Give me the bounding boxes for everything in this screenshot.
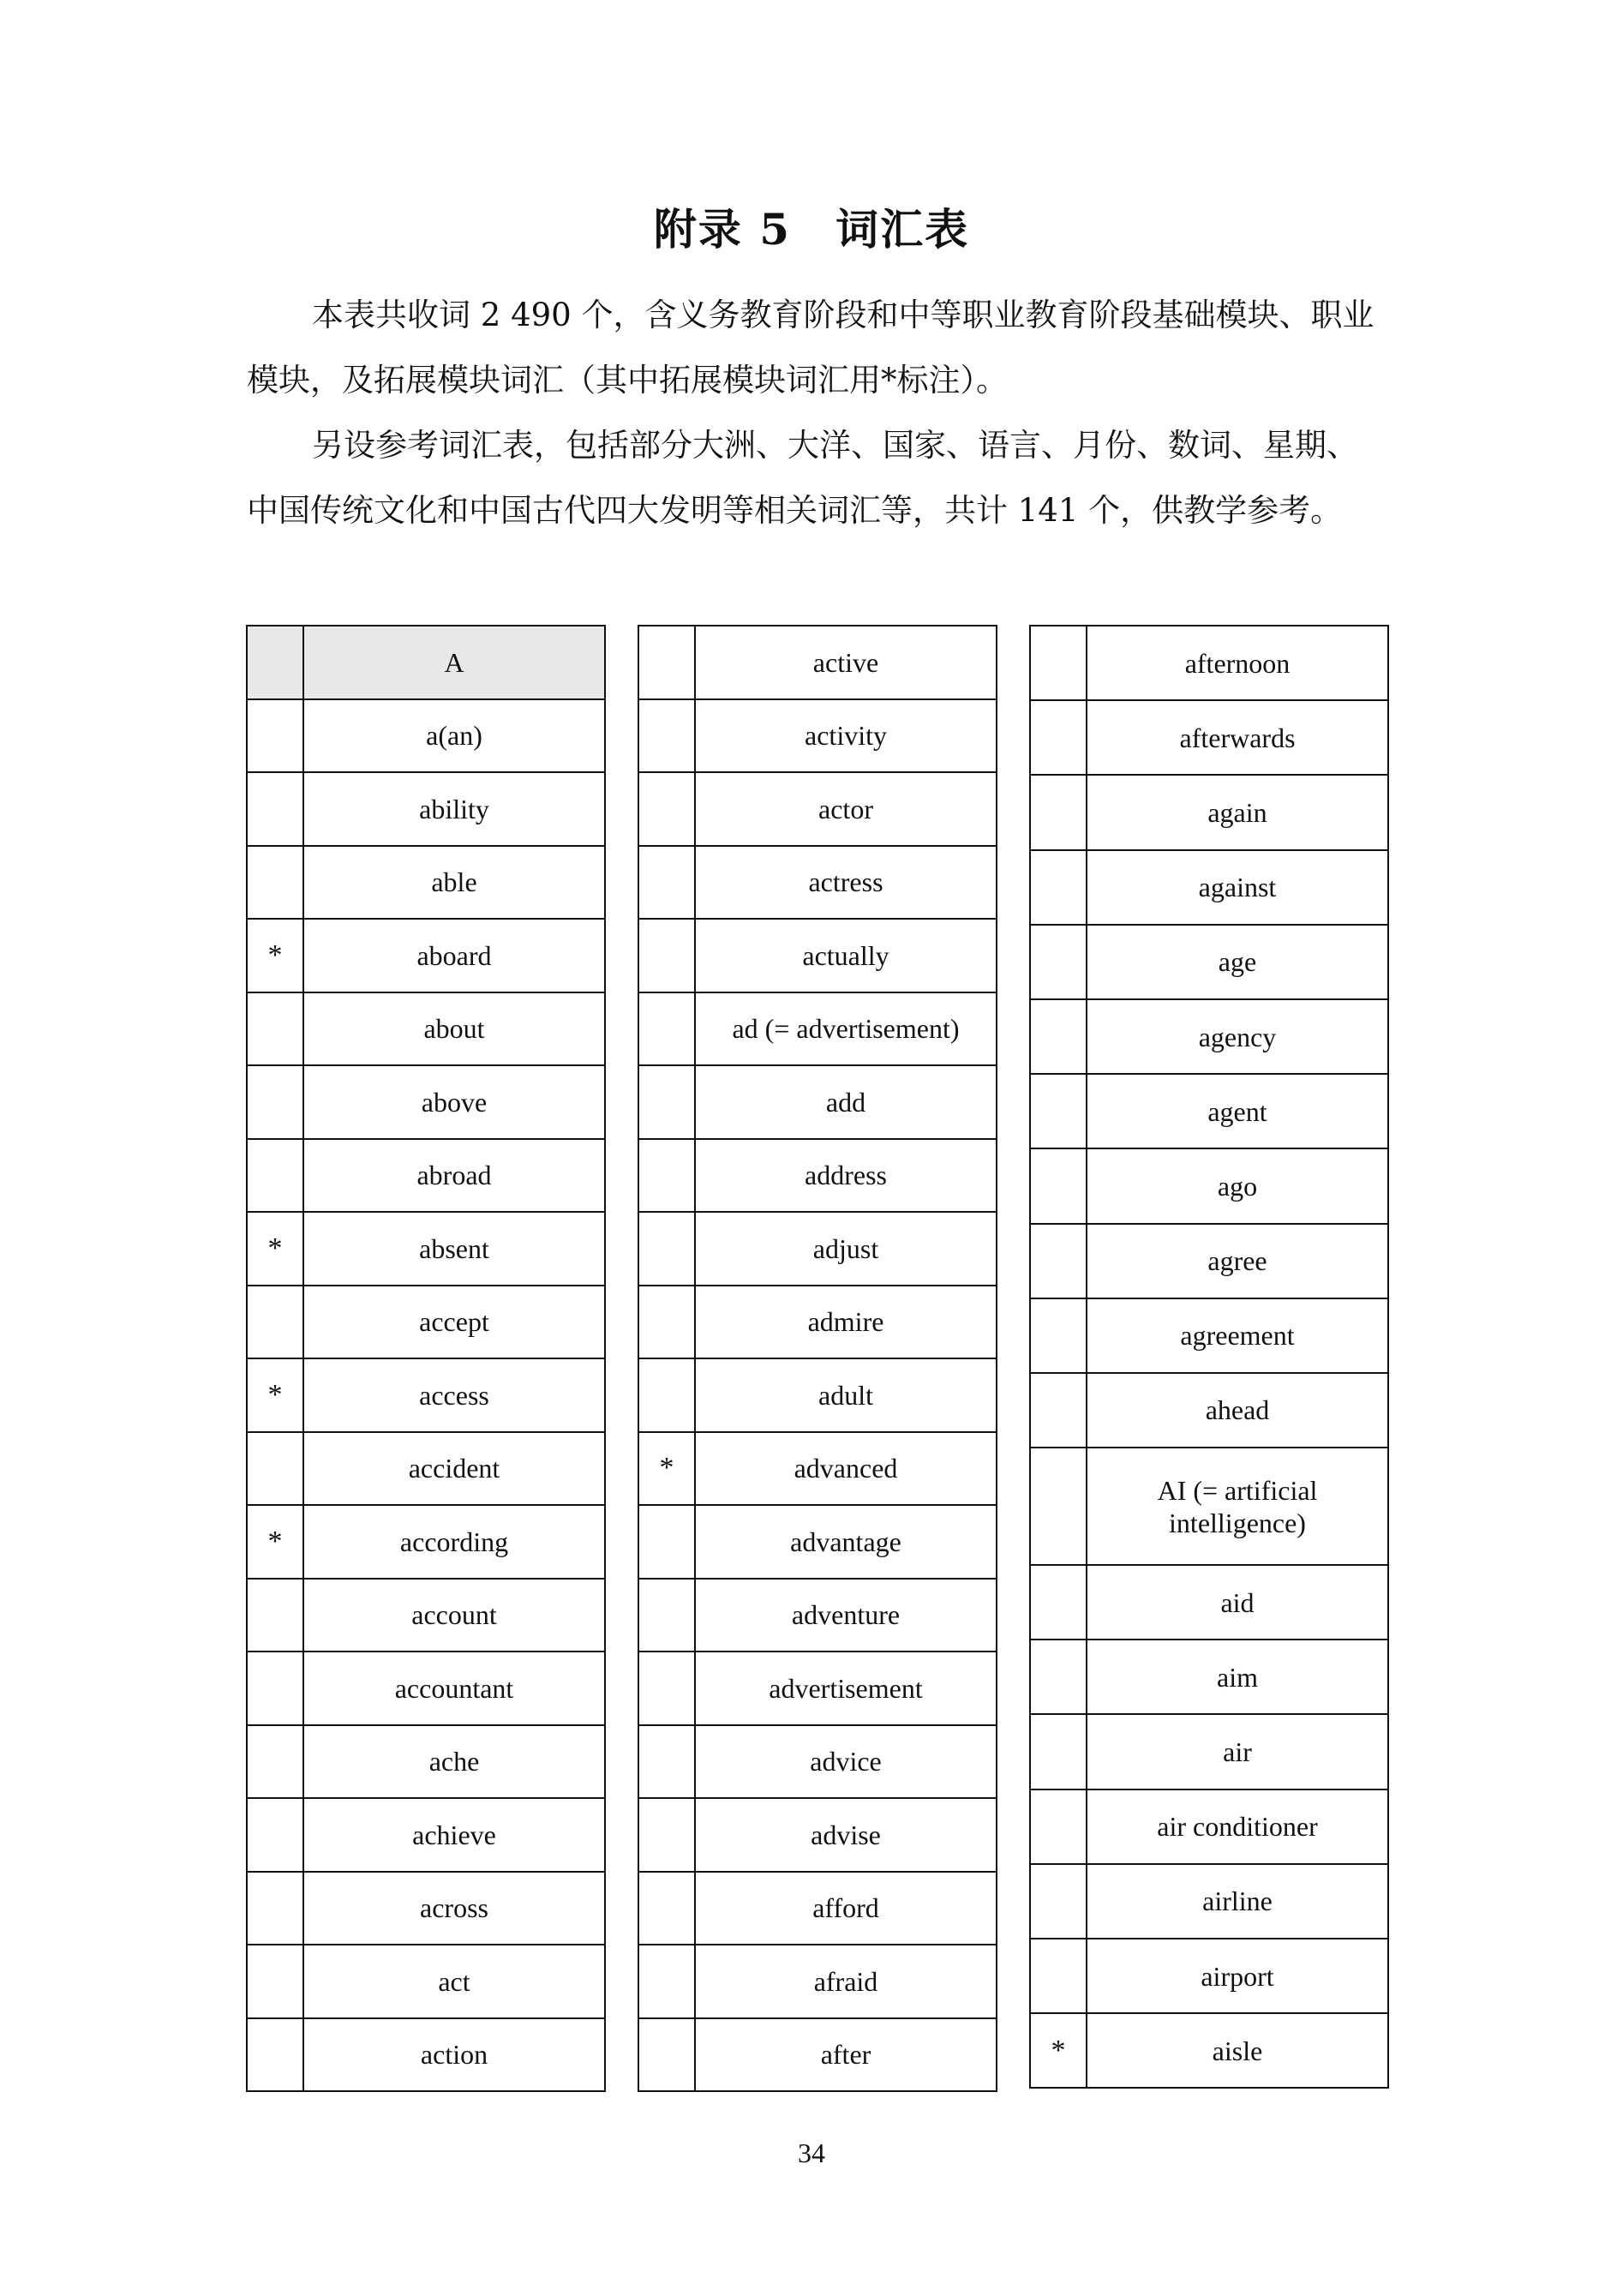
table-row (638, 1065, 997, 1139)
extension-mark-cell (247, 2018, 303, 2092)
table-row (638, 2018, 997, 2092)
table-row (247, 1505, 605, 1579)
extension-mark-cell (638, 1358, 695, 1432)
word-cell: air conditioner (1087, 1789, 1388, 1864)
table-row (1030, 1448, 1388, 1565)
word-cell: AI (= artificial intelligence) (1087, 1448, 1388, 1565)
table-row (638, 1579, 997, 1652)
extension-mark-cell: * (1030, 2013, 1087, 2088)
word-cell: accountant (303, 1652, 605, 1725)
table-row (1030, 626, 1388, 700)
vocabulary-table-1 (246, 625, 606, 2092)
extension-mark-cell (1030, 1565, 1087, 1640)
reference-paragraph: 另设参考词汇表，包括部分大洲、大洋、国家、语言、月份、数词、星期、中国传统文化和中国古代四大发明等相关词汇等，共计 141 个，供教学参考。 (247, 427, 1358, 529)
word-cell: able (303, 846, 605, 920)
table-row (1030, 700, 1388, 775)
table-row (1030, 1864, 1388, 1939)
word-cell: account (303, 1579, 605, 1652)
extension-mark-cell (638, 1872, 695, 1945)
word-cell: airport (1087, 1939, 1388, 2013)
table-row (638, 846, 997, 920)
word-cell: airline (1087, 1864, 1388, 1939)
extension-mark-cell (638, 992, 695, 1066)
word-cell: access (303, 1358, 605, 1432)
extension-mark-cell: * (247, 1505, 303, 1579)
word-cell: a(an) (303, 699, 605, 773)
word-cell: actually (695, 919, 997, 992)
table-row (638, 1505, 997, 1579)
word-cell: adult (695, 1358, 997, 1432)
table-row (247, 1432, 605, 1506)
word-cell: accident (303, 1432, 605, 1506)
table-row (1030, 999, 1388, 1074)
extension-mark-cell (638, 1579, 695, 1652)
table-row (638, 1652, 997, 1725)
extension-mark-cell (1030, 1448, 1087, 1565)
extension-mark-cell (638, 1798, 695, 1872)
word-cell: aid (1087, 1565, 1388, 1640)
table-row (1030, 850, 1388, 925)
extension-mark-cell (247, 846, 303, 920)
word-cell: active (695, 626, 997, 699)
word-cell: agreement (1087, 1298, 1388, 1373)
extension-mark-cell (638, 1212, 695, 1286)
table-row (247, 1872, 605, 1945)
extension-mark-cell (247, 626, 303, 699)
table-row (638, 1139, 997, 1213)
word-cell: afterwards (1087, 700, 1388, 775)
word-cell: ache (303, 1725, 605, 1799)
word-cell: against (1087, 850, 1388, 925)
word-cell: action (303, 2018, 605, 2092)
word-cell: act (303, 1945, 605, 2018)
extension-mark-cell (247, 1579, 303, 1652)
table-row (638, 772, 997, 846)
word-cell: afraid (695, 1945, 997, 2018)
extension-mark-cell (1030, 1640, 1087, 1714)
extension-mark-cell (638, 1286, 695, 1359)
table-row (1030, 775, 1388, 849)
extension-mark-cell (638, 1945, 695, 2018)
word-cell: agree (1087, 1224, 1388, 1298)
extension-mark-cell (638, 1139, 695, 1213)
extension-mark-cell (638, 699, 695, 773)
extension-mark-cell (1030, 850, 1087, 925)
table-row (1030, 1789, 1388, 1864)
extension-mark-cell (638, 1652, 695, 1725)
extension-mark-cell (247, 699, 303, 773)
word-cell: above (303, 1065, 605, 1139)
table-row (638, 1945, 997, 2018)
word-cell: advise (695, 1798, 997, 1872)
table-row (247, 1212, 605, 1286)
table-row (638, 919, 997, 992)
extension-mark-cell (638, 2018, 695, 2092)
table-row (638, 626, 997, 699)
word-cell: afford (695, 1872, 997, 1945)
table-row (1030, 1224, 1388, 1298)
extension-mark-cell (1030, 775, 1087, 849)
table-row (638, 1872, 997, 1945)
table-row (638, 1432, 997, 1506)
word-cell: aboard (303, 919, 605, 992)
extension-mark-cell (1030, 925, 1087, 999)
table-row (247, 1725, 605, 1799)
table-row (638, 992, 997, 1066)
extension-mark-cell (638, 1065, 695, 1139)
word-cell: actor (695, 772, 997, 846)
extension-mark-cell (638, 919, 695, 992)
table-row (247, 1065, 605, 1139)
extension-mark-cell (638, 846, 695, 920)
extension-mark-cell (1030, 1148, 1087, 1223)
word-cell: ago (1087, 1148, 1388, 1223)
word-cell: after (695, 2018, 997, 2092)
table-row (247, 1139, 605, 1213)
extension-mark-cell (247, 1945, 303, 2018)
word-cell: accept (303, 1286, 605, 1359)
table-header-row (247, 626, 605, 699)
word-cell: advanced (695, 1432, 997, 1506)
table-row (638, 1358, 997, 1432)
table-row (1030, 1714, 1388, 1789)
vocabulary-table-2 (638, 625, 997, 2092)
word-cell: activity (695, 699, 997, 773)
table-row (638, 1212, 997, 1286)
extension-mark-cell (247, 1065, 303, 1139)
word-cell: advertisement (695, 1652, 997, 1725)
table-row (1030, 1640, 1388, 1714)
extension-mark-cell (1030, 1224, 1087, 1298)
extension-mark-cell (1030, 1939, 1087, 2013)
word-cell: absent (303, 1212, 605, 1286)
table-row (638, 699, 997, 773)
table-row (247, 919, 605, 992)
word-cell: add (695, 1065, 997, 1139)
word-cell: agent (1087, 1074, 1388, 1148)
word-cell: ad (= advertisement) (695, 992, 997, 1066)
word-cell: address (695, 1139, 997, 1213)
extension-mark-cell (1030, 1373, 1087, 1448)
word-cell: ahead (1087, 1373, 1388, 1448)
word-cell: across (303, 1872, 605, 1945)
extension-mark-cell (1030, 999, 1087, 1074)
extension-mark-cell (1030, 1074, 1087, 1148)
table-row (638, 1286, 997, 1359)
word-cell: air (1087, 1714, 1388, 1789)
table-row (1030, 925, 1388, 999)
table-row (247, 1358, 605, 1432)
table-row (638, 1798, 997, 1872)
table-row (1030, 1074, 1388, 1148)
word-cell: about (303, 992, 605, 1066)
extension-mark-cell (1030, 700, 1087, 775)
extension-mark-cell (247, 992, 303, 1066)
page-title: 附录 5 词汇表 (653, 204, 970, 255)
extension-mark-cell (1030, 1864, 1087, 1939)
extension-mark-cell: * (638, 1432, 695, 1506)
extension-mark-cell (1030, 1714, 1087, 1789)
extension-mark-cell (247, 1652, 303, 1725)
extension-mark-cell: * (247, 1212, 303, 1286)
vocabulary-table-3 (1029, 625, 1389, 2089)
table-row (247, 699, 605, 773)
extension-mark-cell (247, 1432, 303, 1506)
page-number: 34 (798, 2137, 825, 2168)
word-cell: age (1087, 925, 1388, 999)
extension-mark-cell (247, 772, 303, 846)
extension-mark-cell (247, 1139, 303, 1213)
extension-mark-cell (1030, 1298, 1087, 1373)
table-row (247, 1945, 605, 2018)
word-cell: advantage (695, 1505, 997, 1579)
extension-mark-cell (638, 1725, 695, 1799)
word-cell: again (1087, 775, 1388, 849)
extension-mark-cell (638, 626, 695, 699)
word-cell: abroad (303, 1139, 605, 1213)
word-cell: adjust (695, 1212, 997, 1286)
extension-mark-cell (247, 1798, 303, 1872)
table-row (638, 1725, 997, 1799)
table-row (247, 992, 605, 1066)
extension-mark-cell (1030, 1789, 1087, 1864)
extension-mark-cell (247, 1286, 303, 1359)
table-row (1030, 2013, 1388, 2088)
word-cell: afternoon (1087, 626, 1388, 700)
word-cell: adventure (695, 1579, 997, 1652)
table-row (247, 1579, 605, 1652)
extension-mark-cell (247, 1872, 303, 1945)
word-cell: aim (1087, 1640, 1388, 1714)
extension-mark-cell (638, 772, 695, 846)
extension-mark-cell (638, 1505, 695, 1579)
table-row (1030, 1565, 1388, 1640)
word-cell: achieve (303, 1798, 605, 1872)
letter-header-cell: A (303, 626, 605, 699)
table-row (247, 772, 605, 846)
table-row (1030, 1298, 1388, 1373)
table-row (247, 1798, 605, 1872)
table-row (247, 2018, 605, 2092)
table-row (247, 1286, 605, 1359)
word-cell: aisle (1087, 2013, 1388, 2088)
table-row (1030, 1148, 1388, 1223)
word-cell: agency (1087, 999, 1388, 1074)
word-cell: actress (695, 846, 997, 920)
extension-mark-cell (247, 1725, 303, 1799)
word-cell: according (303, 1505, 605, 1579)
table-row (247, 846, 605, 920)
word-cell: ability (303, 772, 605, 846)
extension-mark-cell: * (247, 919, 303, 992)
intro-paragraph: 本表共收词 2 490 个，含义务教育阶段和中等职业教育阶段基础模块、职业模块，及拓展模块词汇（其中拓展模块词汇用*标注）。 (247, 297, 1374, 399)
table-row (1030, 1939, 1388, 2013)
extension-mark-cell (1030, 626, 1087, 700)
word-cell: advice (695, 1725, 997, 1799)
table-row (247, 1652, 605, 1725)
word-cell: admire (695, 1286, 997, 1359)
table-row (1030, 1373, 1388, 1448)
extension-mark-cell: * (247, 1358, 303, 1432)
